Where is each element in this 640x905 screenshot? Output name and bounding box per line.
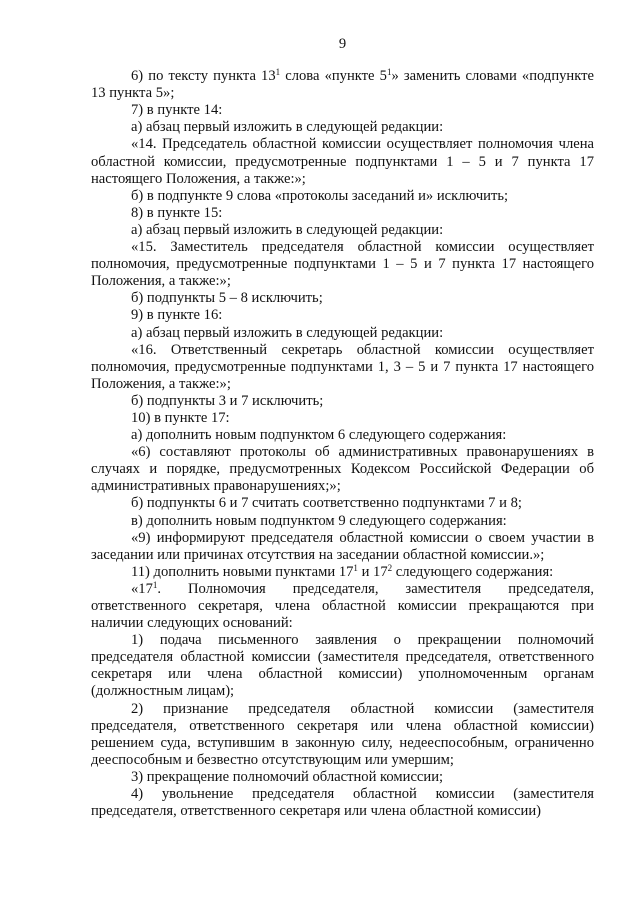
paragraph-p6-a bbox=[91, 68, 594, 102]
superscript: 1 bbox=[275, 67, 281, 78]
paragraph-p11-3: 3) прекращение полномочий областной комиссии; bbox=[131, 768, 444, 785]
page-number: 9 bbox=[338, 36, 347, 52]
paragraph-p8: 8) в пункте 15: bbox=[131, 204, 223, 221]
text-run: «17 bbox=[131, 580, 153, 597]
paragraph-p9: 9) в пункте 16: bbox=[131, 307, 223, 324]
paragraph-p9-b: б) подпункты 3 и 7 исключить; bbox=[131, 392, 324, 409]
paragraph-p11-4: 4) увольнение председателя областной комиссии (заместителя председателя, ответственного секретаря или члена областной комиссии) bbox=[91, 786, 594, 820]
document-body bbox=[91, 68, 594, 820]
text-run: следующего содержания: bbox=[392, 563, 554, 580]
paragraph-p9-a: а) абзац первый изложить в следующей редакции: bbox=[131, 324, 444, 341]
paragraph-p11-1: 1) подача письменного заявления о прекращении полномочий председателя областной комиссии (заместителя председателя, ответственного секретаря или члена областной комиссии) уполномоченным органам (должностным лицам); bbox=[91, 632, 594, 700]
paragraph-p7-q: «14. Председатель областной комиссии осуществляет полномочия члена областной комиссии, предусмотренные подпунктами 1 – 5 и 7 пункта 17 настоящего Положения, а также:»; bbox=[91, 136, 594, 187]
paragraph-p7-b: б) в подпункте 9 слова «протоколы заседаний и» исключить; bbox=[131, 187, 509, 204]
paragraph-p10-b: б) подпункты 6 и 7 считать соответственно подпунктами 7 и 8; bbox=[131, 495, 522, 512]
superscript: 1 bbox=[386, 67, 392, 78]
superscript: 1 bbox=[353, 562, 358, 573]
text-run: 6) по тексту пункта 13 bbox=[131, 68, 276, 85]
paragraph-p8-q: «15. Заместитель председателя областной комиссии осуществляет полномочия, предусмотренные подпунктами 1 – 5 и 7 пункта 17 настоящего Положения, а также:»; bbox=[91, 239, 594, 290]
paragraph-p10: 10) в пункте 17: bbox=[131, 409, 230, 426]
paragraph-p7-a: а) абзац первый изложить в следующей редакции: bbox=[131, 119, 444, 136]
paragraph-p8-a: а) абзац первый изложить в следующей редакции: bbox=[131, 221, 444, 238]
text-run: . Полномочия председателя, заместителя председателя, ответственного секретаря, члена областной комиссии прекращаются при наличии следующих оснований: bbox=[91, 580, 594, 632]
text-run: и 17 bbox=[357, 563, 388, 580]
paragraph-p10-q9: «9) информируют председателя областной комиссии о своем участии в заседании или причинах отсутствия на заседании областной комиссии.»; bbox=[91, 529, 594, 563]
text-run: 11) дополнить новыми пунктами 17 bbox=[131, 563, 354, 580]
paragraph-p11-q bbox=[91, 581, 594, 632]
text-run: » заменить словами «подпункте 13 пункта 5»; bbox=[91, 68, 594, 102]
paragraph-p9-q: «16. Ответственный секретарь областной комиссии осуществляет полномочия, предусмотренные подпунктами 1, 3 – 5 и 7 пункта 17 настоящего Положения, а также:»; bbox=[91, 341, 594, 392]
paragraph-p10-c: в) дополнить новым подпунктом 9 следующего содержания: bbox=[131, 512, 507, 529]
paragraph-p7: 7) в пункте 14: bbox=[131, 102, 223, 119]
superscript: 1 bbox=[152, 579, 158, 590]
superscript: 2 bbox=[387, 562, 393, 573]
text-run: слова «пункте 5 bbox=[280, 68, 387, 85]
paragraph-p10-a: а) дополнить новым подпунктом 6 следующего содержания: bbox=[131, 427, 507, 444]
paragraph-p11 bbox=[91, 564, 594, 581]
paragraph-p10-q6: «6) составляют протоколы об административных правонарушениях в случаях и порядке, предусмотренных Кодексом Российской Федерации об административных правонарушениях;»; bbox=[91, 444, 594, 495]
paragraph-p11-2: 2) признание председателя областной комиссии (заместителя председателя, ответственного секретаря или члена областной комиссии) решением суда, вступившим в законную силу, недееспособным, ограниченно дееспособным и безвестно отсутствующим или умершим; bbox=[91, 700, 594, 768]
paragraph-p8-b: б) подпункты 5 – 8 исключить; bbox=[131, 290, 323, 307]
